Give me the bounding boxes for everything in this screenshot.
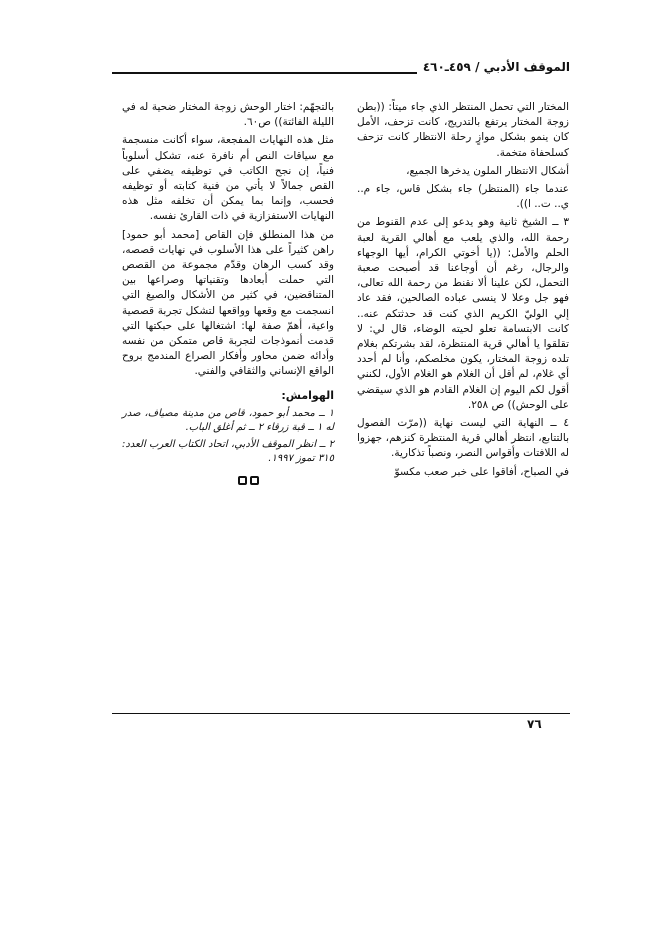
paragraph: في الصباح، أفاقوا على خبر صعب مكسوّ: [394, 465, 569, 478]
paragraph: المختار التي تحمل المنتظر الذي جاء ميتاً: ((بطن زوجة المختار يرتفع بالتدريج، كانت تزحف، الأمل كان ينمو بشكل موازٍ رحلة الانتظار كانت تزحف كسلحفاة متخمة.: [357, 101, 569, 159]
square-icon: [238, 476, 247, 485]
running-header: [112, 60, 570, 82]
footnote: ٢ ــ انظر الموقف الأدبي، اتحاد الكتاب العرب العدد: ٣١٥ تموز ١٩٩٧.: [122, 438, 334, 464]
notes-heading: الهوامش:: [281, 388, 334, 402]
footer-rule: [112, 713, 570, 714]
paragraph: أشكال الانتظار الملون يدخرها الجميع،: [406, 164, 569, 177]
right-column: [357, 100, 569, 483]
square-icon: [250, 476, 259, 485]
end-of-article-mark: [122, 476, 334, 485]
page-number: ٧٦: [527, 717, 542, 731]
left-column: [122, 100, 334, 485]
paragraph: ٣ ــ الشيخ ثانية وهو يدعو إلى عدم القنوط من رحمة الله، والذي يلعب مع أهالي القرية لعبة الحلم والأمل: ((يا أخوتي الكرام، أيها الوجهاء والرجال، رغم أن أوجاعنا قد أصبحت صعبة التحمل، لكن علينا ألا نقنط من رحمة الله تعالى، فهو جل وعلا لا ينسى عباده الصالحين، فقد عاد إلي الوليّ الكريم الذي كنت قد حدثتكم عنه.. كانت الابتسامة تعلو لحيته الوضاء، قال لي: لا تقلقوا يا أهالي قرية المنتظرة، لقد بشرتكم بغلام تلده زوجة المختار، يكون مخلصكم، وأنا لم أحدد أي غلام، لم أقل أن الغلام هو الغلام الأول، لكنني أقول لكم اليوم إن الغلام القادم هو الذي سيقضي على الوحش)) ص ٢٥٨.: [357, 216, 569, 411]
journal-title: الموقف الأدبي / ٤٥٩ـ٤٦٠: [417, 60, 570, 74]
paragraph: عندما جاء (المنتظر) جاء بشكل قاس، جاء م.. ي.. ت.. ا)).: [357, 183, 569, 211]
paragraph: ٤ ــ النهاية التي ليست نهاية ((مرّت الفصول بالتتابع، انتظر أهالي قرية المنتظرة كنزهم، جهزوا له اللافتات وأقواس النصر، ونصباً تذكارية.: [357, 417, 569, 460]
footnote: ١ ــ محمد أبو حمود، قاص من مدينة مصياف، صدر له ١ ــ قبة زرقاء ٢ ــ ثم أغلق الباب.: [122, 407, 334, 433]
paragraph: مثل هذه النهايات المفجعة، سواء أكانت منسجمة مع سياقات النص أم نافرة عنه، تشكل أسلوباً فنياً، إن نجح الكاتب في توظيفه يضفي على القص جمالاً لا يأتي من فنية كتابته أو توظيفه فحسب، وإنما بما يمكن أن تخلفه مثل هذه النهايات الاستفزازية في ذات القارئ نفسه.: [122, 134, 334, 223]
paragraph: من هذا المنطلق فإن القاص [محمد أبو حمود] راهن كثيراً على هذا الأسلوب في نهايات قصصه، وقد كسب الرهان وقدّم مجموعة من القصص التي حملت أبعادها وتقنياتها وصراعها بين المتناقضين، في كثير من الأشكال والصيغ التي انسجمت مع وقعها وواقعها لتشكل تجربة قصصية واعية، أهمّ صفة لها: اشتغالها على حبكتها التي قدمت أنموذجات لتجربة قاص متمكن من نفسه وأدائه ضمن محاور وأفكار الصراع المندمج بروح الواقع الإنساني والثقافي والفني.: [122, 228, 334, 378]
paragraph: بالتجهّم: اختار الوحش زوجة المختار ضحية له في الليلة الفائتة)) ص٦٠.: [122, 101, 334, 129]
